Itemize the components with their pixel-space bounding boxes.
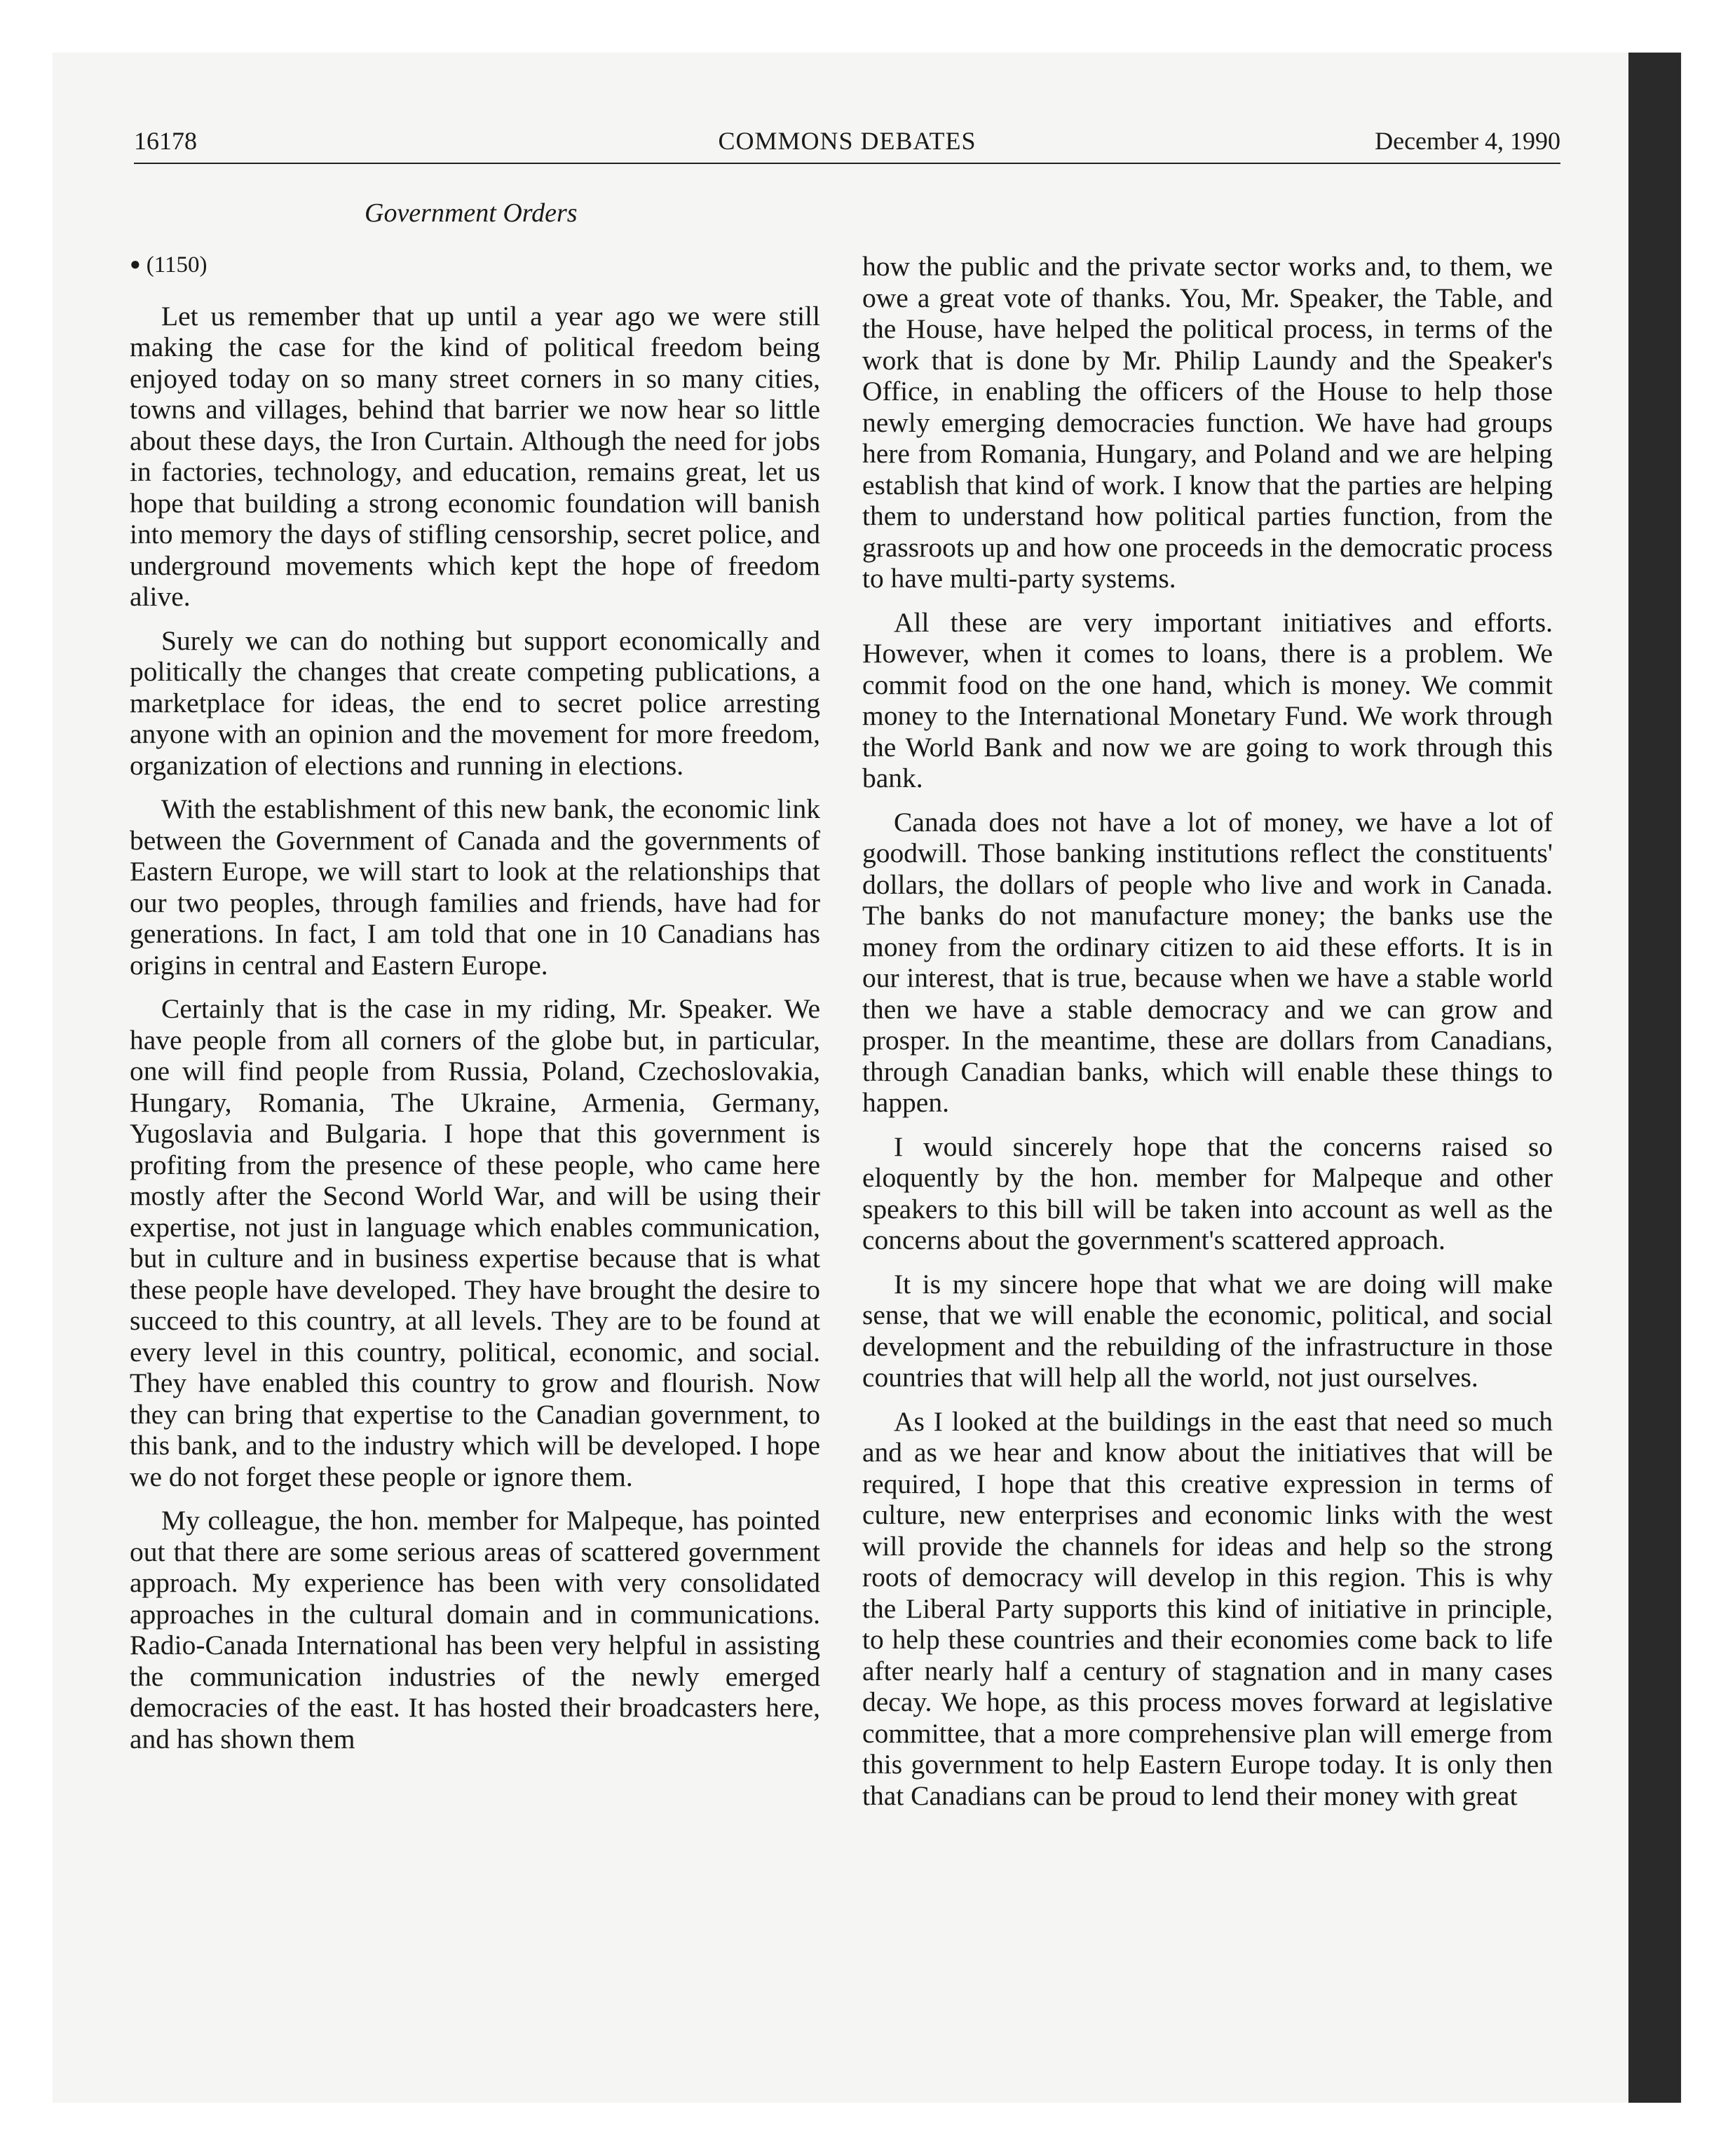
publication-date: December 4, 1990 xyxy=(1375,127,1560,155)
publication-title: COMMONS DEBATES xyxy=(718,127,977,155)
timestamp-text: (1150) xyxy=(146,252,207,278)
paragraph: Surely we can do nothing but support economically and politically the changes that create competing publications, a marketplace for ideas, the end to secret police arresting anyone with an opinion and the movement for more freedom, organization of elections and running in elections. xyxy=(130,625,820,781)
paragraph: Canada does not have a lot of money, we have a lot of goodwill. Those banking institutions reflect the constituents' dollars, the dollars of people who live and work in Canada. The banks do not manufacture money; the banks use the money from the ordinary citizen to aid these efforts. It is in our interest, that is true, because when we have a stable world then we have a stable democracy and we can grow and prosper. In the meantime, these are dollars from Canadians, through Canadian banks, which will enable these things to happen. xyxy=(862,806,1553,1118)
page-number: 16178 xyxy=(134,127,197,155)
timestamp xyxy=(130,249,820,281)
paragraph: Let us remember that up until a year ago we were still making the case for the kind of political freedom being enjoyed today on so many street corners in so many cities, towns and villages, behind that barrier we now hear so little about these days, the Iron Curtain. Although the need for jobs in factories, technology, and education, remains great, let us hope that building a strong economic foundation will banish into memory the days of stifling censorship, secret police, and underground movements which kept the hope of freedom alive. xyxy=(130,300,820,612)
bullet-icon: ● xyxy=(130,254,141,274)
paragraph: All these are very important initiatives and efforts. However, when it comes to loans, there is a problem. We commit food on the one hand, which is money. We commit money to the International Monetary Fund. We work through the World Bank and now we are going to work through this bank. xyxy=(862,606,1553,793)
paragraph: My colleague, the hon. member for Malpeque, has pointed out that there are some serious areas of scattered government approach. My experience has been with very consolidated approaches in the cultural domain and in communications. Radio-Canada International has been very helpful in assisting the communication industries of the newly emerged democracies of the east. It has hosted their broadcasters here, and has shown them xyxy=(130,1505,820,1754)
paragraph: With the establishment of this new bank, the economic link between the Government of Canada and the governments of Eastern Europe, we will start to look at the relationships that our two peoples, through families and friends, have had for generations. In fact, I am told that one in 10 Canadians has origins in central and Eastern Europe. xyxy=(130,793,820,981)
paragraph: Certainly that is the case in my riding, Mr. Speaker. We have people from all corners of the globe but, in particular, one will find people from Russia, Poland, Czechoslovakia, Hungary, Romania, The Ukraine, Armenia, Germany, Yugoslavia and Bulgaria. I hope that this government is profiting from the presence of these people, who came here mostly after the Second World War, and will be using their expertise, not just in language which enables communication, but in culture and in business expertise because that is what these people have developed. They have brought the desire to succeed to this country, at all levels. They are to be found at every level in this country, political, economic, and social. They have enabled this country to grow and flourish. Now they can bring that expertise to the Canadian government, to this bank, and to the industry which will be developed. I hope we do not forget these people or ignore them. xyxy=(130,993,820,1492)
paragraph: It is my sincere hope that what we are doing will make sense, that we will enable the economic, political, and social development and the rebuilding of the infrastructure in those countries that will help all the world, not just ourselves. xyxy=(862,1268,1553,1393)
scan-edge xyxy=(1628,53,1681,2103)
right-column xyxy=(862,251,1553,1824)
paragraph: I would sincerely hope that the concerns raised so eloquently by the hon. member for Malpeque and other speakers to this bill will be taken into account as well as the concerns about the government's scattered approach. xyxy=(862,1131,1553,1255)
page-header xyxy=(134,121,1560,164)
paragraph: how the public and the private sector works and, to them, we owe a great vote of thanks. You, Mr. Speaker, the Table, and the House, have helped the political process, in terms of the work that is done by Mr. Philip Laundy and the Speaker's Office, in enabling the officers of the House to help those newly emerging democracies function. We have had groups here from Romania, Hungary, and Poland and we are helping establish that kind of work. I know that the parties are helping them to understand how political parties function, from the grassroots up and how one proceeds in the democratic process to have multi-party systems. xyxy=(862,251,1553,594)
section-title: Government Orders xyxy=(365,198,578,228)
left-column xyxy=(130,249,820,1767)
paragraph: As I looked at the buildings in the east that need so much and as we hear and know about the initiatives that will be required, I hope that this creative expression in terms of culture, new enterprises and economic links with the west will provide the channels for ideas and help so the strong roots of democracy will develop in this region. This is why the Liberal Party supports this kind of initiative in principle, to help these countries and their economies come back to life after nearly half a century of stagnation and in many cases decay. We hope, as this process moves forward at legislative committee, that a more comprehensive plan will emerge from this government to help Eastern Europe today. It is only then that Canadians can be proud to lend their money with great xyxy=(862,1405,1553,1811)
